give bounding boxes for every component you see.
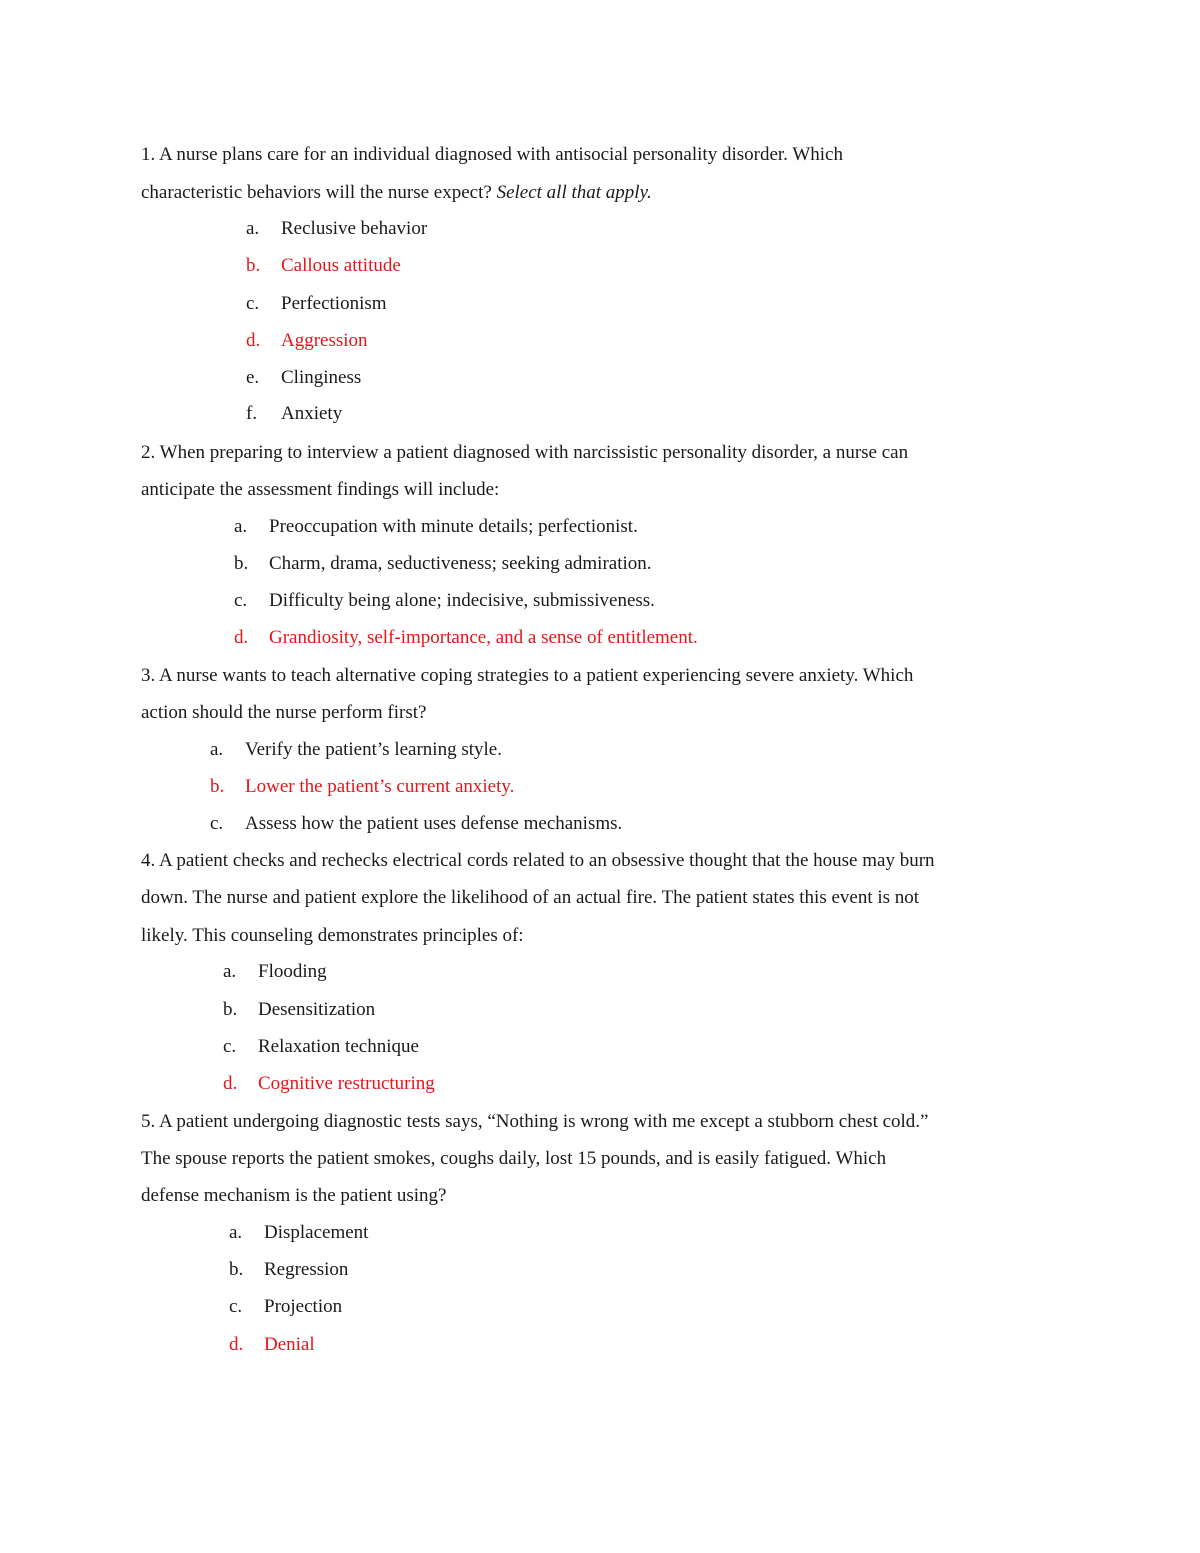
option-text: Relaxation technique bbox=[258, 1036, 419, 1057]
option-text: Lower the patient’s current anxiety. bbox=[245, 776, 515, 797]
option-letter: b. bbox=[223, 999, 238, 1020]
option-letter: d. bbox=[223, 1073, 238, 1094]
option-text: Cognitive restructuring bbox=[258, 1073, 435, 1094]
option-letter: a. bbox=[229, 1222, 243, 1243]
question-5-line-2: The spouse reports the patient smokes, coughs daily, lost 15 pounds, and is easily fatigued. Which bbox=[141, 1148, 887, 1169]
option-text: Flooding bbox=[258, 961, 327, 982]
option-text: Regression bbox=[264, 1259, 349, 1280]
question-2-line-1: 2. When preparing to interview a patient diagnosed with narcissistic personality disorder, a nurse can bbox=[141, 442, 909, 463]
question-3-line-1: 3. A nurse wants to teach alternative coping strategies to a patient experiencing severe anxiety. Which bbox=[141, 665, 914, 686]
option-letter: c. bbox=[210, 813, 224, 834]
question-1-line-2-text: characteristic behaviors will the nurse expect? bbox=[141, 182, 497, 203]
question-5-line-1: 5. A patient undergoing diagnostic tests says, “Nothing is wrong with me except a stubborn chest cold.” bbox=[141, 1111, 929, 1132]
option-letter: b. bbox=[234, 553, 249, 574]
question-4-line-2: down. The nurse and patient explore the likelihood of an actual fire. The patient states this event is not bbox=[141, 887, 920, 908]
option-text: Assess how the patient uses defense mechanisms. bbox=[245, 813, 623, 834]
question-3-line-2: action should the nurse perform first? bbox=[141, 702, 427, 723]
option-letter: c. bbox=[246, 293, 260, 314]
option-text: Reclusive behavior bbox=[281, 218, 428, 239]
option-text: Anxiety bbox=[281, 403, 343, 424]
option-letter: c. bbox=[229, 1296, 243, 1317]
option-letter: e. bbox=[246, 367, 260, 388]
option-letter: c. bbox=[223, 1036, 237, 1057]
question-4-line-3: likely. This counseling demonstrates principles of: bbox=[141, 925, 524, 946]
option-letter: a. bbox=[223, 961, 237, 982]
option-text: Projection bbox=[264, 1296, 343, 1317]
question-1-instruction: Select all that apply. bbox=[496, 182, 652, 203]
option-text: Callous attitude bbox=[281, 255, 401, 276]
question-5-line-3: defense mechanism is the patient using? bbox=[141, 1185, 447, 1206]
question-1-line-2 bbox=[141, 182, 652, 204]
question-1-line-1: 1. A nurse plans care for an individual diagnosed with antisocial personality disorder. Which bbox=[141, 144, 843, 165]
option-letter: b. bbox=[210, 776, 225, 797]
option-text: Perfectionism bbox=[281, 293, 387, 314]
question-2-line-2: anticipate the assessment findings will include: bbox=[141, 479, 500, 500]
option-letter: a. bbox=[234, 516, 248, 537]
question-4-line-1: 4. A patient checks and rechecks electrical cords related to an obsessive thought that the house may burn bbox=[141, 850, 935, 871]
option-letter: a. bbox=[210, 739, 224, 760]
option-text: Grandiosity, self-importance, and a sense of entitlement. bbox=[269, 627, 698, 648]
option-text: Displacement bbox=[264, 1222, 369, 1243]
option-letter: f. bbox=[246, 403, 258, 424]
option-text: Verify the patient’s learning style. bbox=[245, 739, 502, 760]
option-text: Denial bbox=[264, 1334, 315, 1355]
option-text: Difficulty being alone; indecisive, submissiveness. bbox=[269, 590, 655, 611]
option-letter: b. bbox=[229, 1259, 244, 1280]
option-letter: b. bbox=[246, 255, 261, 276]
option-text: Preoccupation with minute details; perfectionist. bbox=[269, 516, 638, 537]
option-letter: c. bbox=[234, 590, 248, 611]
option-letter: a. bbox=[246, 218, 260, 239]
option-letter: d. bbox=[234, 627, 249, 648]
option-text: Charm, drama, seductiveness; seeking admiration. bbox=[269, 553, 652, 574]
option-text: Aggression bbox=[281, 330, 368, 351]
option-letter: d. bbox=[229, 1334, 244, 1355]
option-text: Clinginess bbox=[281, 367, 362, 388]
option-letter: d. bbox=[246, 330, 261, 351]
option-text: Desensitization bbox=[258, 999, 376, 1020]
